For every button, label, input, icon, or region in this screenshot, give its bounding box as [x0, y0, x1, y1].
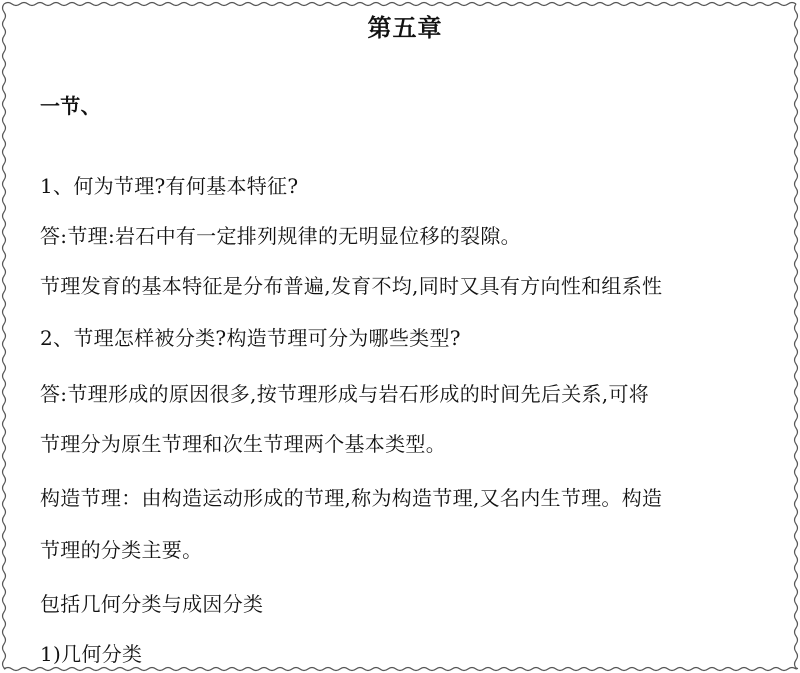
chapter-title: 第五章: [367, 13, 443, 42]
section-heading: 一节、: [40, 94, 101, 118]
answer-2-line-1: 答:节理形成的原因很多,按节理形成与岩石形成的时间先后关系,可将: [40, 382, 650, 406]
answer-1-definition: 答:节理:岩石中有一定排列规律的无明显位移的裂隙。: [40, 224, 521, 248]
question-2: 2、节理怎样被分类?构造节理可分为哪些类型?: [40, 326, 461, 350]
geometric-classification: 1)几何分类: [40, 642, 143, 666]
answer-2-line-2: 节理分为原生节理和次生节理两个基本类型。: [40, 432, 446, 456]
tectonic-joint-line-1: 构造节理：由构造运动形成的节理,称为构造节理,又名内生节理。构造: [40, 486, 663, 510]
tectonic-joint-line-2: 节理的分类主要。: [40, 538, 203, 562]
classification-note: 包括几何分类与成因分类: [40, 592, 264, 616]
answer-1-features: 节理发育的基本特征是分布普遍,发育不均,同时又具有方向性和组系性: [40, 274, 663, 298]
question-1: 1、何为节理?有何基本特征?: [40, 174, 299, 198]
